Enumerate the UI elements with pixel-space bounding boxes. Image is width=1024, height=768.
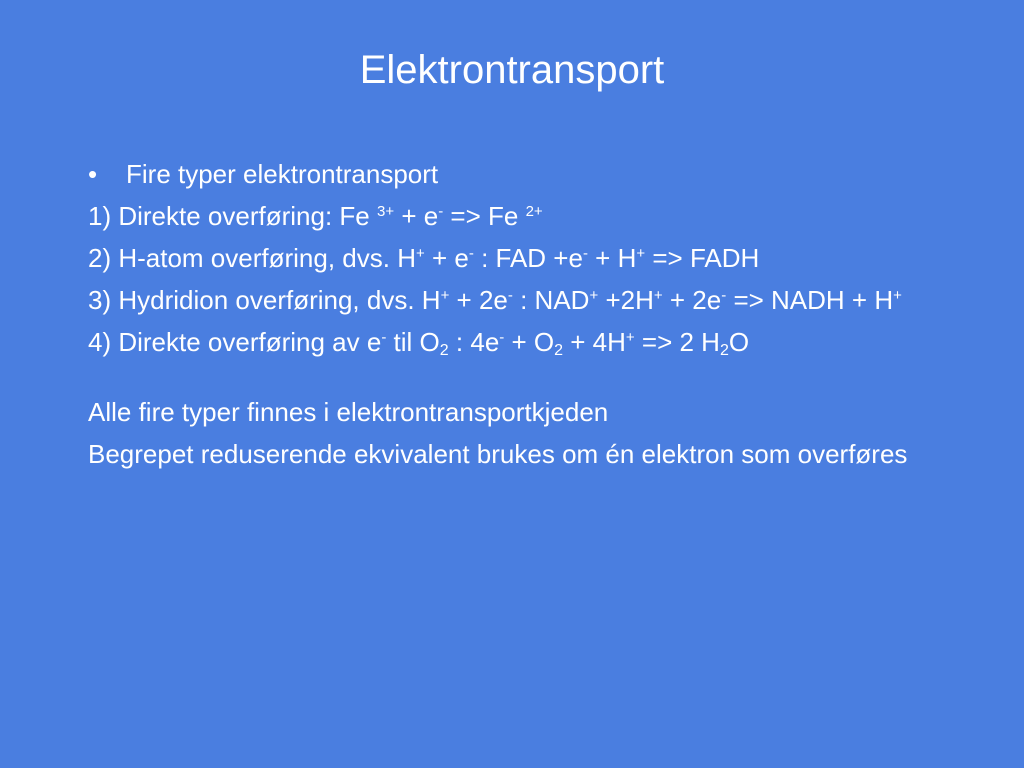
line-direct-to-oxygen xyxy=(88,326,968,359)
line4-text-c: : 4e xyxy=(448,327,500,357)
line-hydride-transfer xyxy=(88,284,968,317)
line2-text-e: => FADH xyxy=(645,243,760,273)
line3-text-b: + 2e xyxy=(449,285,508,315)
line4-sub-3: 2 xyxy=(719,342,729,359)
line3-text-d: +2H xyxy=(598,285,654,315)
line4-sub-1: 2 xyxy=(439,342,449,359)
line3-sup-1: + xyxy=(440,287,450,304)
line3-text-f: => NADH + H xyxy=(726,285,894,315)
line3-sup-2: - xyxy=(507,287,513,304)
line2-text-c: : FAD +e xyxy=(473,243,583,273)
line3-text-a: 3) Hydridion overføring, dvs. H xyxy=(88,285,441,315)
line2-text-b: + e xyxy=(424,243,469,273)
line4-sub-2: 2 xyxy=(554,342,564,359)
line2-sup-2: - xyxy=(468,245,474,262)
slide-title: Elektrontransport xyxy=(359,48,665,92)
line4-sup-1: - xyxy=(381,329,387,346)
bullet-item-intro xyxy=(88,158,968,191)
line3-sup-6: + xyxy=(893,287,902,304)
summary-line-1: Alle fire typer finnes i elektrontransportkjeden xyxy=(88,397,609,427)
line3-text-c: : NAD xyxy=(512,285,590,315)
line2-sup-1: + xyxy=(415,245,425,262)
line3-sup-5: - xyxy=(721,287,727,304)
line4-sup-2: - xyxy=(499,329,505,346)
bullet-icon: • xyxy=(88,159,98,189)
line4-text-g: O xyxy=(728,327,750,357)
line4-text-a: 4) Direkte overføring av e xyxy=(88,327,382,357)
line4-sup-3: + xyxy=(625,329,635,346)
line2-sup-3: - xyxy=(582,245,588,262)
line3-text-e: + 2e xyxy=(662,285,722,315)
line-direct-transfer xyxy=(88,200,968,233)
slide-body xyxy=(88,158,968,480)
line4-text-b: til O xyxy=(386,327,440,357)
line4-text-f: => 2 H xyxy=(634,327,720,357)
line1-sup-2: - xyxy=(438,203,444,220)
line2-text-a: 2) H-atom overføring, dvs. H xyxy=(88,243,416,273)
line-h-atom-transfer xyxy=(88,242,968,275)
intro-text: Fire typer elektrontransport xyxy=(126,159,439,189)
line4-text-e: + 4H xyxy=(563,327,626,357)
line1-sup-3: 2+ xyxy=(525,203,543,220)
line1-text-c: => Fe xyxy=(443,201,526,231)
line1-sup-1: 3+ xyxy=(376,203,395,220)
line1-text-b: + e xyxy=(394,201,439,231)
line3-sup-3: + xyxy=(589,287,599,304)
line3-sup-4: + xyxy=(653,287,663,304)
line2-sup-4: + xyxy=(636,245,646,262)
summary-line-2: Begrepet reduserende ekvivalent brukes om én elektron som overføres xyxy=(88,439,908,469)
paragraph-spacer xyxy=(88,368,968,396)
line1-text-a: 1) Direkte overføring: Fe xyxy=(88,201,377,231)
line4-text-d: + O xyxy=(504,327,555,357)
line2-text-d: + H xyxy=(587,243,637,273)
